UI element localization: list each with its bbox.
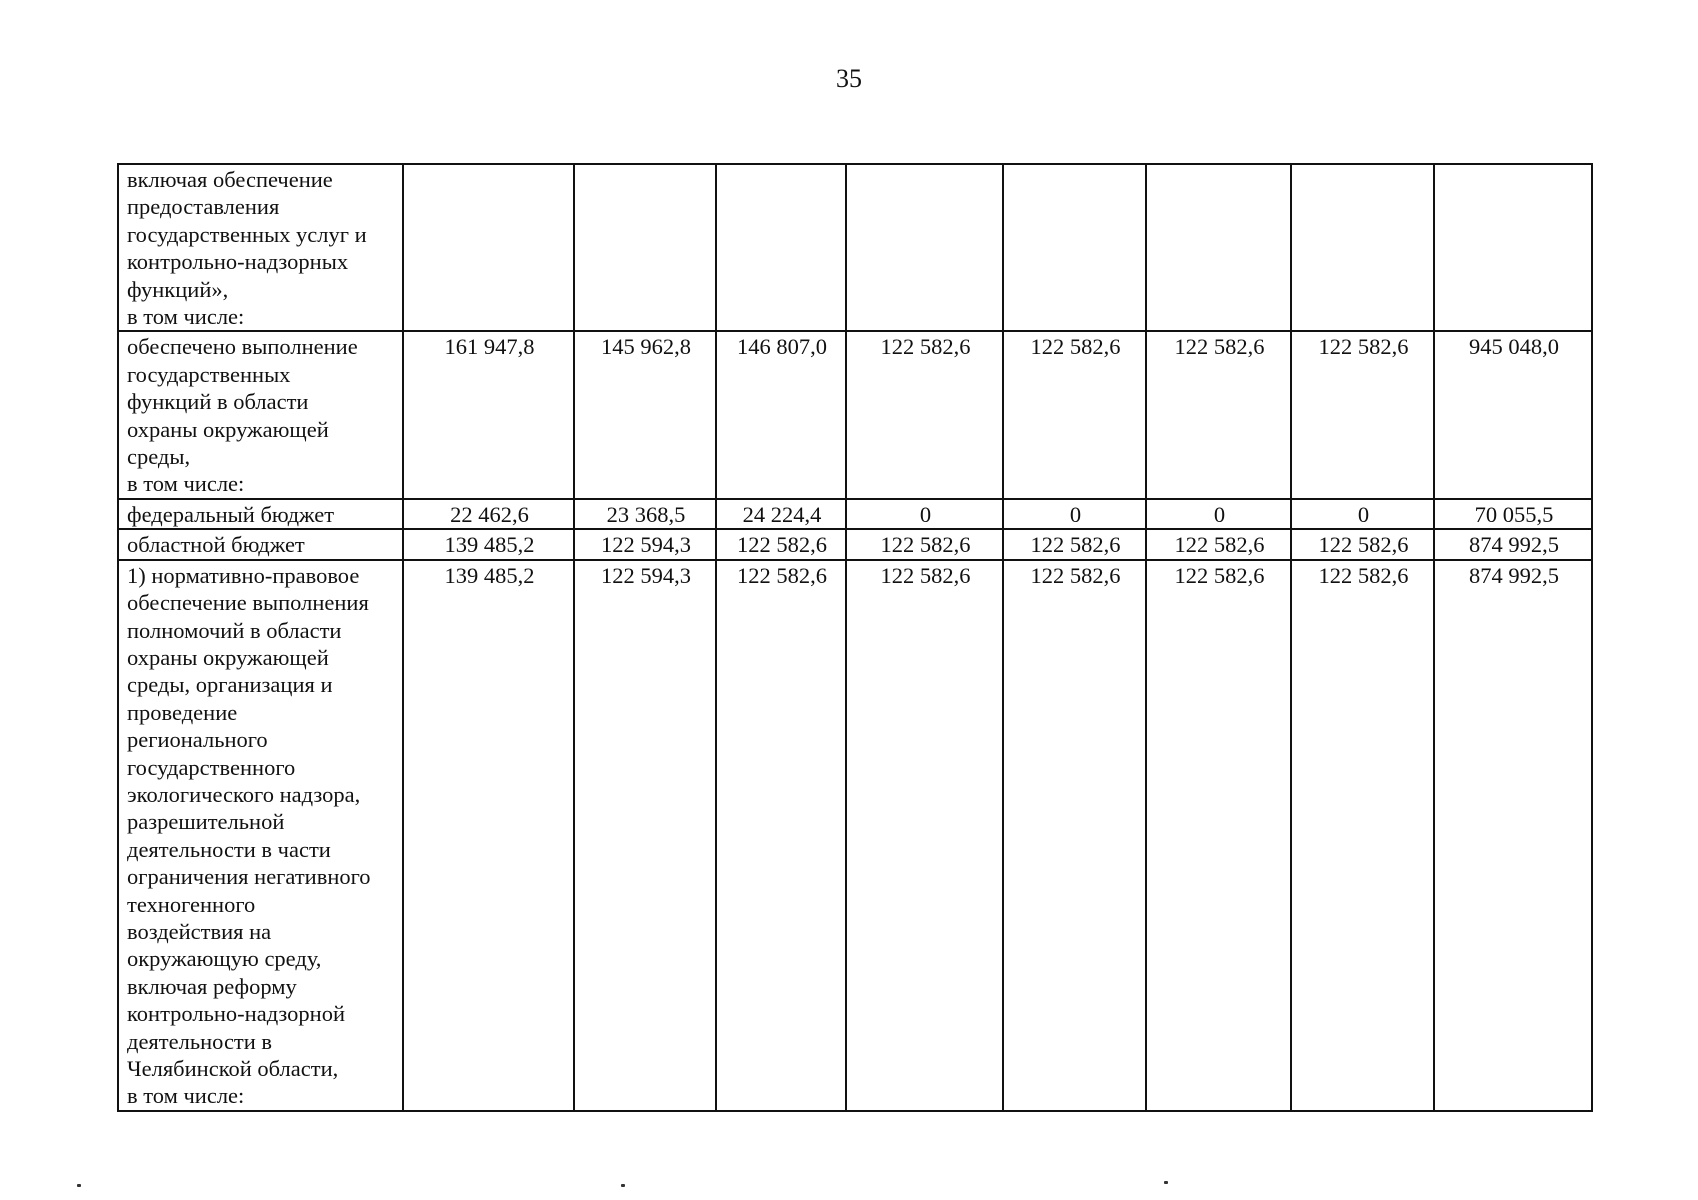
row-label: включая обеспечение предоставления государственных услуг и контрольно-надзорных функций», в том числе: <box>118 164 403 331</box>
table-cell: 139 485,2 <box>403 560 574 1111</box>
budget-table <box>117 163 1593 1112</box>
table-cell: 70 055,5 <box>1434 499 1592 529</box>
table-cell: 874 992,5 <box>1434 560 1592 1111</box>
table-cell: 139 485,2 <box>403 529 574 559</box>
scan-speck <box>77 1184 81 1187</box>
table-cell <box>1291 164 1434 331</box>
table-cell: 122 582,6 <box>716 529 846 559</box>
table-row <box>118 164 1592 331</box>
table-cell: 122 594,3 <box>574 529 716 559</box>
table-cell: 22 462,6 <box>403 499 574 529</box>
table-cell: 122 582,6 <box>1003 331 1146 498</box>
table-cell: 23 368,5 <box>574 499 716 529</box>
table-cell <box>1434 164 1592 331</box>
table-cell: 24 224,4 <box>716 499 846 529</box>
table-cell <box>574 164 716 331</box>
table-cell: 161 947,8 <box>403 331 574 498</box>
row-label: 1) нормативно-правовое обеспечение выполнения полномочий в области охраны окружающей среды, организация и проведение регионального государственного экологического надзора, разрешительной деятельности в части ограничения негативного техногенного воздействия на окружающую среду, включая реформу контрольно-надзорной деятельности в Челябинской области, в том числе: <box>118 560 403 1111</box>
table-cell: 0 <box>1003 499 1146 529</box>
row-label: обеспечено выполнение государственных функций в области охраны окружающей среды, в том числе: <box>118 331 403 498</box>
table-cell: 122 582,6 <box>1146 331 1291 498</box>
table-cell: 874 992,5 <box>1434 529 1592 559</box>
scan-speck <box>621 1184 625 1187</box>
table-cell: 122 582,6 <box>1146 560 1291 1111</box>
table-cell: 0 <box>1291 499 1434 529</box>
table-cell <box>846 164 1003 331</box>
page-number: 35 <box>836 64 862 93</box>
table-row <box>118 499 1592 529</box>
scan-speck <box>1164 1181 1168 1184</box>
table-cell: 122 582,6 <box>1146 529 1291 559</box>
table-cell: 145 962,8 <box>574 331 716 498</box>
table-cell: 122 582,6 <box>846 560 1003 1111</box>
row-label: федеральный бюджет <box>118 499 403 529</box>
table-cell: 122 594,3 <box>574 560 716 1111</box>
table-cell <box>403 164 574 331</box>
table-cell <box>1146 164 1291 331</box>
table-row <box>118 529 1592 559</box>
table-cell: 122 582,6 <box>716 560 846 1111</box>
table-cell: 122 582,6 <box>1291 529 1434 559</box>
table-cell: 122 582,6 <box>846 331 1003 498</box>
table-row <box>118 331 1592 498</box>
table-cell: 122 582,6 <box>1291 331 1434 498</box>
table-row <box>118 560 1592 1111</box>
table-cell: 122 582,6 <box>846 529 1003 559</box>
table-cell: 122 582,6 <box>1003 529 1146 559</box>
table-cell: 122 582,6 <box>1291 560 1434 1111</box>
table-cell: 146 807,0 <box>716 331 846 498</box>
table-cell: 945 048,0 <box>1434 331 1592 498</box>
table-cell: 122 582,6 <box>1003 560 1146 1111</box>
table-cell: 0 <box>1146 499 1291 529</box>
table-cell <box>1003 164 1146 331</box>
row-label: областной бюджет <box>118 529 403 559</box>
table-cell <box>716 164 846 331</box>
table-cell: 0 <box>846 499 1003 529</box>
